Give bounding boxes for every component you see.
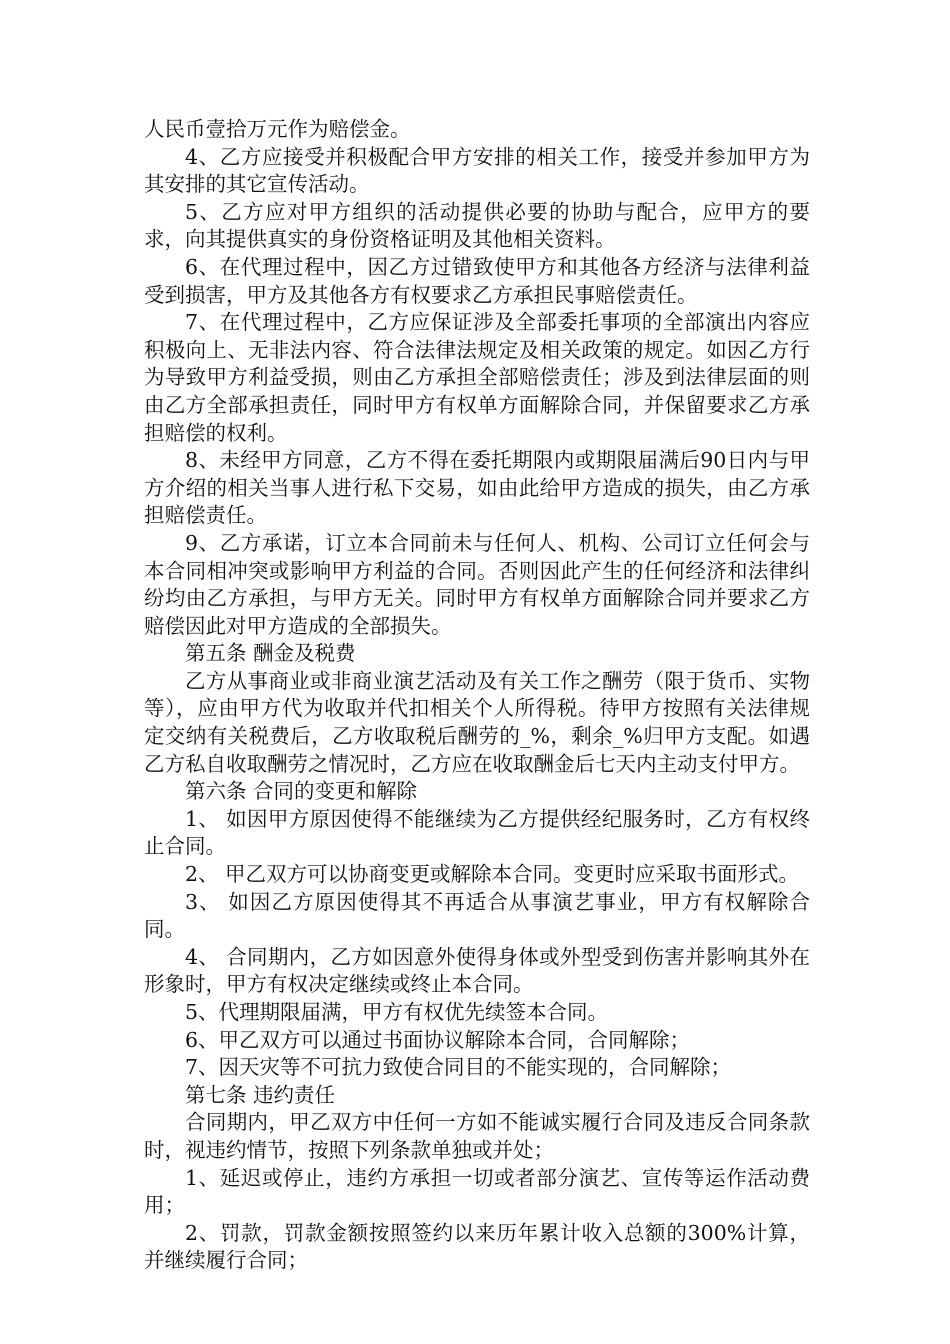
paragraph: 3、 如因乙方原因使得其不再适合从事演艺事业，甲方有权解除合同。 (144, 889, 810, 942)
paragraph: 合同期内，甲乙双方中任何一方如不能诚实履行合同及违反合同条款时，视违约情节，按照下列条款单独或并处； (144, 1110, 810, 1162)
paragraph: 人民币壹拾万元作为赔偿金。 (144, 117, 411, 141)
paragraph: 乙方从事商业或非商业演艺活动及有关工作之酬劳（限于货币、实物等），应由甲方代为收取并代扣相关个人所得税。待甲方按照有关法律规定交纳有关税费后，乙方收取税后酬劳的_%，剩余_%归甲方支配。如遇乙方私自收取酬劳之情况时，乙方应在收取酬金后七天内主动支付甲方。 (144, 668, 810, 776)
section-heading: 第六条 合同的变更和解除 (185, 779, 418, 804)
paragraph: 1、 如因甲方原因使得不能继续为乙方提供经纪服务时，乙方有权终止合同。 (144, 806, 810, 859)
paragraph: 4、 合同期内，乙方如因意外使得身体或外型受到伤害并影响其外在形象时，甲方有权决定继续或终止本合同。 (144, 944, 810, 997)
paragraph: 1、延迟或停止，违约方承担一切或者部分演艺、宣传等运作活动费用； (144, 1165, 810, 1218)
paragraph: 4、乙方应接受并积极配合甲方安排的相关工作，接受并参加甲方为其安排的其它宣传活动。 (144, 144, 810, 197)
paragraph: 8、未经甲方同意，乙方不得在委托期限内或期限届满后90日内与甲方介绍的相关当事人进行私下交易，如由此给甲方造成的损失，由乙方承担赔偿责任。 (144, 448, 810, 528)
paragraph: 5、代理期限届满，甲方有权优先续签本合同。 (185, 1000, 609, 1024)
paragraph: 6、甲乙双方可以通过书面协议解除本合同，合同解除； (185, 1027, 691, 1052)
paragraph: 6、在代理过程中，因乙方过错致使甲方和其他各方经济与法律利益受到损害，甲方及其他各方有权要求乙方承担民事赔偿责任。 (144, 254, 810, 307)
paragraph: 2、 甲乙双方可以协商变更或解除本合同。变更时应采取书面形式。 (185, 862, 800, 887)
paragraph: 5、乙方应对甲方组织的活动提供必要的协助与配合，应甲方的要求，向其提供真实的身份资格证明及其他相关资料。 (144, 199, 810, 252)
paragraph: 9、乙方承诺，订立本合同前未与任何人、机构、公司订立任何会与本合同相冲突或影响甲方利益的合同。否则因此产生的任何经济和法律纠纷均由乙方承担，与甲方无关。同时甲方有权单方面解除合同并要求乙方赔偿因此对甲方造成的全部损失。 (144, 530, 810, 638)
section-heading: 第七条 违约责任 (185, 1082, 336, 1107)
paragraph: 7、在代理过程中，乙方应保证涉及全部委托事项的全部演出内容应积极向上、无非法内容、符合法律法规定及相关政策的规定。如因乙方行为导致甲方利益受损，则由乙方承担全部赔偿责任；涉及到法律层面的则由乙方全部承担责任，同时甲方有权单方面解除合同，并保留要求乙方承担赔偿的权利。 (144, 310, 810, 445)
paragraph: 7、因天灾等不可抗力致使合同目的不能实现的，合同解除； (185, 1055, 732, 1080)
paragraph: 2、罚款，罚款金额按照签约以来历年累计收入总额的300%计算，并继续履行合同； (144, 1220, 810, 1273)
section-heading: 第五条 酬金及税费 (185, 641, 356, 666)
document-body (144, 116, 810, 1275)
